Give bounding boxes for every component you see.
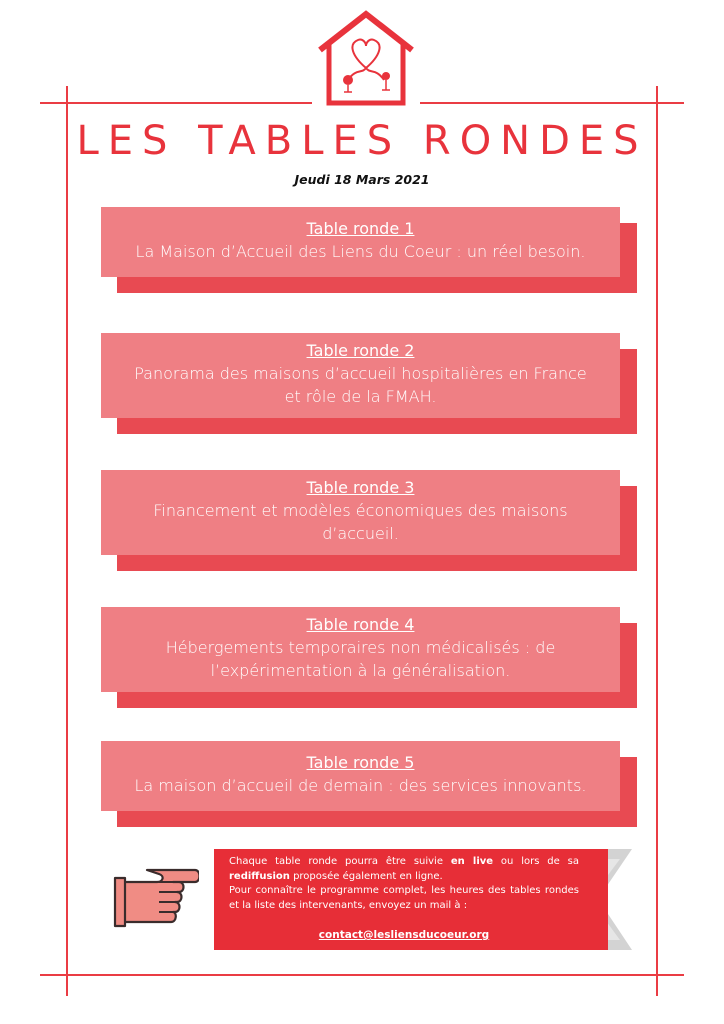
event-date: Jeudi 18 Mars 2021 bbox=[294, 172, 430, 187]
info-text-part: ou lors de sa bbox=[493, 856, 579, 867]
info-text-part: Chaque table ronde pourra être suivie bbox=[229, 856, 451, 867]
frame-bottom-line bbox=[40, 974, 684, 976]
table-ronde-card-2 bbox=[101, 333, 620, 418]
table-ronde-card-1 bbox=[101, 207, 620, 277]
card-description-line: Panorama des maisons d’accueil hospitalières en France bbox=[134, 363, 587, 383]
card-description-line: Hébergements temporaires non médicalisés : de bbox=[165, 637, 556, 657]
card-description-line: et rôle de la FMAH. bbox=[284, 386, 437, 406]
info-text-part: Pour connaître le programme complet, les heures des tables rondes et la liste des intervenants, envoyez un mail à : bbox=[229, 885, 579, 911]
card-description-line: La Maison d’Accueil des Liens du Coeur : un réel besoin. bbox=[135, 241, 586, 261]
info-highlight-rediffusion: rediffusion bbox=[229, 870, 290, 882]
table-ronde-card-4 bbox=[101, 607, 620, 692]
card-label: Table ronde 5 bbox=[306, 752, 415, 772]
card-front bbox=[101, 470, 620, 555]
card-front bbox=[101, 607, 620, 692]
card-description-line: l’expérimentation à la généralisation. bbox=[210, 660, 511, 680]
card-description-line: Financement et modèles économiques des maisons bbox=[153, 500, 568, 520]
card-label: Table ronde 2 bbox=[306, 340, 415, 360]
table-ronde-card-3 bbox=[101, 470, 620, 555]
card-label: Table ronde 4 bbox=[306, 614, 415, 634]
table-ronde-card-5 bbox=[101, 741, 620, 811]
card-label: Table ronde 1 bbox=[306, 218, 415, 238]
card-description-line: La maison d’accueil de demain : des services innovants. bbox=[134, 775, 587, 795]
info-banner-text bbox=[229, 855, 579, 913]
card-description-line: d’accueil. bbox=[322, 523, 399, 543]
pointing-hand-icon bbox=[113, 862, 199, 932]
card-front bbox=[101, 207, 620, 277]
info-highlight-live: en live bbox=[450, 856, 494, 867]
card-front bbox=[101, 741, 620, 811]
card-front bbox=[101, 333, 620, 418]
card-label: Table ronde 3 bbox=[306, 477, 415, 497]
page-title: LES TABLES RONDES bbox=[76, 118, 648, 164]
info-text-part: proposée également en ligne. bbox=[289, 870, 443, 882]
house-heart-logo-icon bbox=[312, 10, 420, 108]
frame-right-line bbox=[656, 86, 658, 996]
contact-email-link[interactable]: contact@lesliensducoeur.org bbox=[318, 929, 490, 941]
frame-left-line bbox=[66, 86, 68, 996]
